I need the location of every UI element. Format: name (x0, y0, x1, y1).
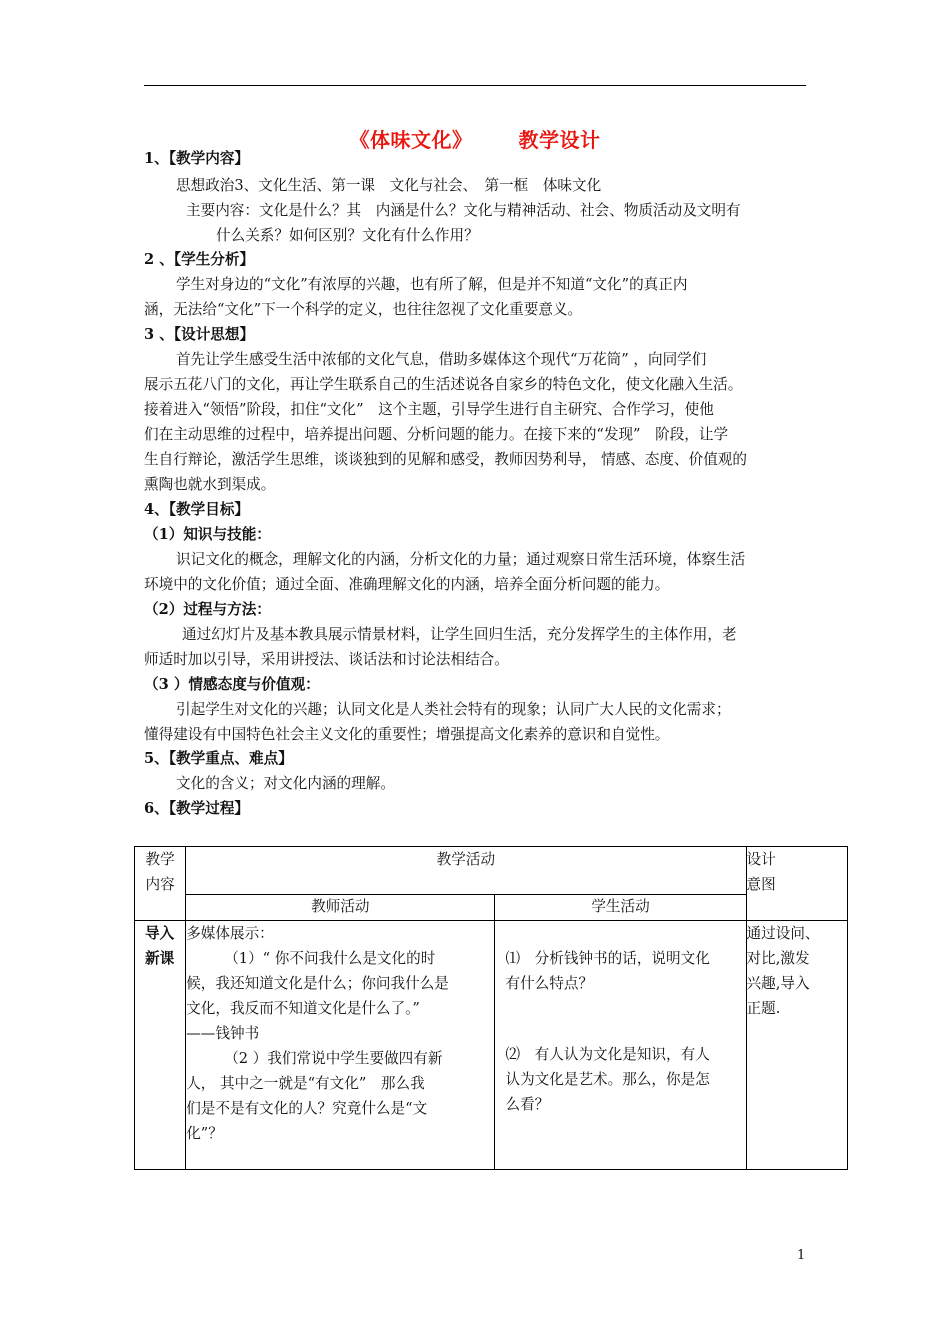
section-4-text: 环境中的文化价值；通过全面、准确理解文化的内涵，培养全面分析问题的能力。 (144, 576, 670, 593)
header-intent-cell (746, 847, 847, 921)
header-intent-label: 设计 (746, 851, 776, 868)
section-3-text: 接着进入“领悟”阶段，扣住“文化” 这个主题，引导学生进行自主研究、合作学习，使他 (144, 401, 714, 418)
section-4-sub-heading: （3 ）情感态度与价值观： (144, 676, 320, 693)
page-number: 1 (797, 1248, 806, 1263)
header-activity-label: 教学活动 (436, 851, 496, 868)
section-4-sub-heading: （2）过程与方法： (144, 601, 271, 618)
header-student-label: 学生活动 (591, 898, 650, 915)
student-activity-line: 么看？ (505, 1096, 550, 1113)
section-2-text: 学生对身边的“文化”有浓厚的兴趣，也有所了解，但是并不知道“文化”的真正内 (176, 276, 688, 293)
section-4-text: 懂得建设有中国特色社会主义文化的重要性；增强提高文化素养的意识和自觉性。 (144, 726, 670, 743)
section-1-text: 什么关系？如何区别？文化有什么作用？ (216, 227, 479, 244)
teacher-activity-line: 化”？ (186, 1125, 223, 1142)
row-intro-content-cell (135, 921, 186, 1170)
section-5-text: 文化的含义；对文化内涵的理解。 (176, 775, 395, 792)
intent-line: 兴趣,导入 (746, 975, 810, 992)
section-4-text: 引起学生对文化的兴趣；认同文化是人类社会特有的现象；认同广大人民的文化需求； (176, 701, 731, 718)
header-activity-cell (186, 847, 746, 895)
header-teacher-label: 教师活动 (311, 898, 370, 915)
header-student-cell (495, 895, 746, 921)
teacher-activity-line: 多媒体展示： (186, 925, 274, 942)
intent-line: 正题. (746, 1000, 781, 1017)
section-4-text: 识记文化的概念，理解文化的内涵，分析文化的力量；通过观察日常生活环境，体察生活 (176, 551, 746, 568)
section-2-heading: 2 、【学生分析】 (144, 251, 255, 268)
section-1-text: 主要内容：文化是什么？其 内涵是什么？文化与精神活动、社会、物质活动及文明有 (186, 202, 741, 219)
student-activity-line: 有什么特点？ (505, 975, 594, 992)
row-intro-student-cell (495, 921, 746, 1170)
student-activity-line: ⑴ 分析钱钟书的话，说明文化 (505, 950, 710, 967)
section-1-heading: 1、【教学内容】 (144, 150, 250, 167)
section-3-text: 展示五花八门的文化，再让学生联系自己的生活述说各自家乡的特色文化，使文化融入生活。 (144, 376, 743, 393)
header-content-cell (135, 847, 186, 921)
section-3-text: 熏陶也就水到渠成。 (144, 476, 276, 493)
teacher-activity-line: 人， 其中之一就是“有文化” 那么我 (186, 1075, 425, 1092)
header-teacher-cell (186, 895, 495, 921)
section-1-text: 思想政治3、文化生活、第一课 文化与社会、 第一框 体味文化 (176, 177, 602, 194)
header-intent-label: 意图 (746, 876, 776, 893)
intent-line: 通过设问、 (746, 925, 820, 942)
teacher-activity-line: ——钱钟书 (186, 1025, 260, 1042)
section-6-heading: 6、【教学过程】 (144, 800, 250, 817)
teacher-activity-line: 文化，我反而不知道文化是什么了。” (186, 1000, 420, 1017)
row-intro-content-label: 导入 (145, 925, 175, 942)
row-intro-teacher-cell (186, 921, 495, 1170)
section-3-heading: 3 、【设计思想】 (144, 326, 255, 343)
section-4-heading: 4、【教学目标】 (144, 501, 250, 518)
section-4-text: 师适时加以引导，采用讲授法、谈话法和讨论法相结合。 (144, 651, 509, 668)
section-4-sub-heading: （1）知识与技能： (144, 526, 271, 543)
section-2-text: 涵，无法给“文化”下一个科学的定义，也往往忽视了文化重要意义。 (144, 301, 583, 318)
row-intro-intent-cell (746, 921, 847, 1170)
header-content-label: 内容 (145, 876, 175, 893)
section-4-text: 通过幻灯片及基本教具展示情景材料，让学生回归生活，充分发挥学生的主体作用，老 (182, 626, 737, 643)
row-intro-content-label: 新课 (145, 950, 175, 967)
student-activity-line: 认为文化是艺术。那么，你是怎 (505, 1071, 710, 1088)
title-subtitle: 教学设计 (518, 128, 601, 152)
title-book-name: 《体味文化》 (349, 128, 473, 152)
teacher-activity-line: 候，我还知道文化是什么；你问我什么是 (186, 975, 449, 992)
section-3-text: 生自行辩论，激活学生思维，谈谈独到的见解和感受，教师因势利导， 情感、态度、价值观的 (144, 451, 747, 468)
teacher-activity-line: 们是不是有文化的人？究竟什么是“文 (186, 1100, 428, 1117)
section-3-text: 首先让学生感受生活中浓郁的文化气息，借助多媒体这个现代“万花筒” ，向同学们 (176, 351, 707, 368)
header-rule (144, 85, 806, 86)
teacher-activity-line: （2 ）我们常说中学生要做四有新 (224, 1050, 443, 1067)
page-title (0, 124, 950, 153)
student-activity-line: ⑵ 有人认为文化是知识，有人 (505, 1046, 710, 1063)
teacher-activity-line: （1）“ 你不问我什么是文化的时 (224, 950, 436, 967)
intent-line: 对比,激发 (746, 950, 810, 967)
lesson-process-table (134, 846, 848, 1170)
section-5-heading: 5、【教学重点、难点】 (144, 750, 293, 767)
section-3-text: 们在主动思维的过程中，培养提出问题、分析问题的能力。在接下来的“发现” 阶段，让学 (144, 426, 729, 443)
header-content-label: 教学 (145, 851, 175, 868)
